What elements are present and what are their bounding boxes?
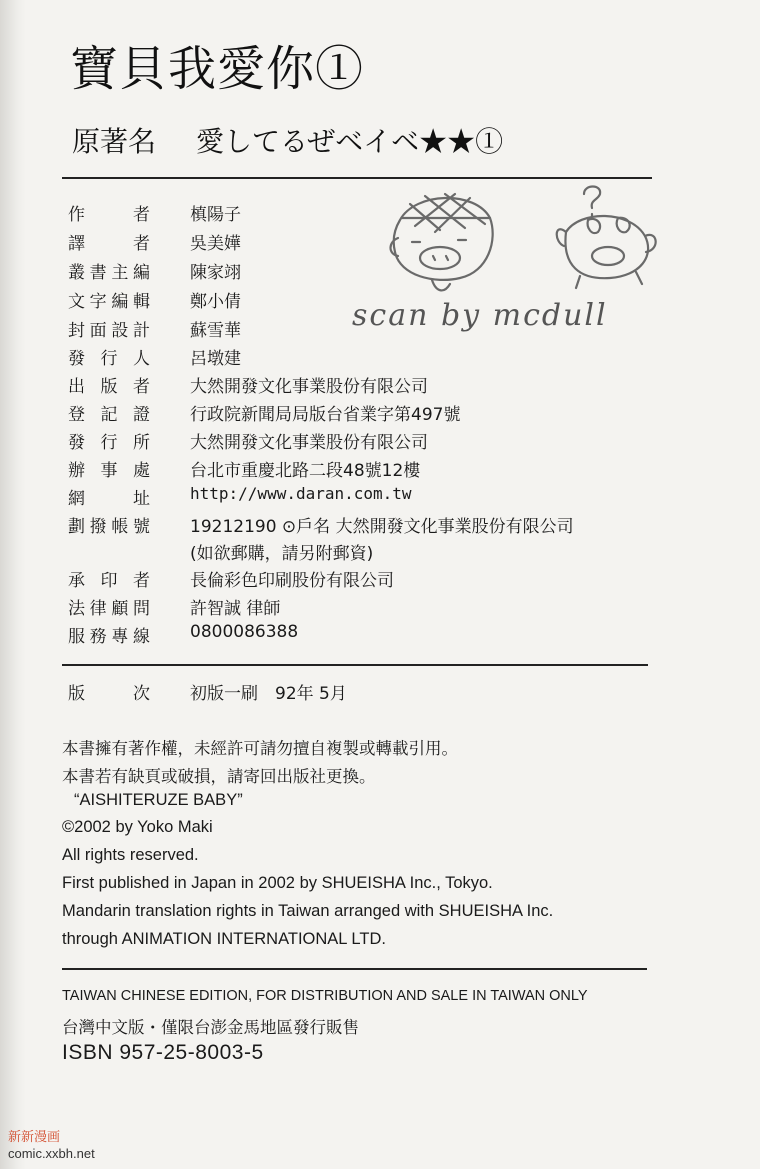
credit-value-legal: 許智誠 律師 xyxy=(190,599,281,619)
credit-label-printer: 承印者 xyxy=(68,571,150,591)
watermark-site-name: 新新漫画 xyxy=(8,1129,61,1144)
credit-value-publisher: 大然開發文化事業股份有限公司 xyxy=(190,377,428,397)
rights-line-agency: through ANIMATION INTERNATIONAL LTD. xyxy=(62,930,386,948)
watermark-site-url: comic.xxbh.net xyxy=(8,1146,95,1161)
left-character-hand xyxy=(432,280,450,290)
rights-line-copyright: ©2002 by Yoko Maki xyxy=(62,818,213,836)
isbn: ISBN 957-25-8003-5 xyxy=(62,1041,264,1064)
credit-value-publisher-person: 呂墩建 xyxy=(190,349,241,369)
credit-label-postal-account: 劃撥帳號 xyxy=(68,517,150,537)
credit-label-registration: 登記證 xyxy=(68,405,150,425)
left-character-nostrils xyxy=(433,256,448,260)
right-character-snout xyxy=(592,247,624,265)
rights-line-copyright-zh: 本書擁有著作權，未經許可請勿擅自複製或轉載引用。 xyxy=(62,739,458,758)
right-character-ears xyxy=(557,229,656,252)
credit-value-registration: 行政院新聞局局版台省業字第497號 xyxy=(190,405,461,425)
credit-label-cover-design: 封面設計 xyxy=(68,321,150,341)
scan-credit-handwriting: scan by mcdull xyxy=(352,298,608,333)
credit-label-distributor: 發行所 xyxy=(68,433,150,453)
left-character-snout xyxy=(420,247,460,269)
watermark xyxy=(8,1128,95,1162)
credit-value-website: http://www.daran.com.tw xyxy=(190,484,412,503)
credit-label-publisher-person: 發行人 xyxy=(68,349,150,369)
rights-line-defect-zh: 本書若有缺頁或破損，請寄回出版社更換。 xyxy=(62,767,376,786)
credit-value-service-line: 0800086388 xyxy=(190,622,299,642)
original-title: 愛してるぜベイベ★★① xyxy=(196,125,504,158)
divider-bottom xyxy=(62,968,647,970)
credit-label-translator: 譯者 xyxy=(68,234,150,254)
page-edge-shadow xyxy=(0,0,26,1169)
credit-label-publisher: 出版者 xyxy=(68,377,150,397)
left-character-eyes xyxy=(412,240,466,242)
credit-value-text-editor: 鄭小倩 xyxy=(190,292,241,312)
credit-label-series-editor: 叢書主編 xyxy=(68,263,150,283)
divider-top xyxy=(62,177,652,179)
edition-label: 版次 xyxy=(68,684,150,704)
rights-line-reserved: All rights reserved. xyxy=(62,846,199,864)
credit-value-series-editor: 陳家翊 xyxy=(190,263,241,283)
credit-value-office: 台北市重慶北路二段48號12樓 xyxy=(190,461,421,481)
rights-line-original-title: “AISHITERUZE BABY” xyxy=(74,791,243,809)
edition-value: 初版一刷 92年 5月 xyxy=(190,684,347,704)
credit-label-service-line: 服務專線 xyxy=(68,627,150,647)
credit-value-printer: 長倫彩色印刷股份有限公司 xyxy=(190,571,394,591)
credit-label-office: 辦事處 xyxy=(68,461,150,481)
rights-line-translation: Mandarin translation rights in Taiwan arranged with SHUEISHA Inc. xyxy=(62,902,554,920)
credit-label-text-editor: 文字編輯 xyxy=(68,292,150,312)
credit-value-author: 槙陽子 xyxy=(190,205,241,225)
left-character-hood xyxy=(402,194,490,232)
credit-value-distributor: 大然開發文化事業股份有限公司 xyxy=(190,433,428,453)
credit-value-cover-design: 蘇雪華 xyxy=(190,321,241,341)
rights-line-first-published: First published in Japan in 2002 by SHUEISHA Inc., Tokyo. xyxy=(62,874,493,892)
credit-label-website: 網址 xyxy=(68,489,150,509)
original-title-label: 原著名 xyxy=(72,125,157,158)
question-mark xyxy=(584,187,600,217)
credit-value-postal-account: 19212190 ⊙戶名 大然開發文化事業股份有限公司 xyxy=(190,517,574,537)
credit-label-legal: 法律顧問 xyxy=(68,599,150,619)
divider-middle xyxy=(62,664,648,666)
credit-label-author: 作者 xyxy=(68,205,150,225)
hand-drawn-characters xyxy=(340,180,720,360)
postal-note: (如欲郵購，請另附郵資) xyxy=(190,544,374,564)
distribution-chinese: 台灣中文版・僅限台澎金馬地區發行販售 xyxy=(62,1018,359,1037)
book-title: 寶貝我愛你① xyxy=(70,41,365,97)
distribution-english: TAIWAN CHINESE EDITION, FOR DISTRIBUTION AND SALE IN TAIWAN ONLY xyxy=(62,988,588,1004)
credit-value-translator: 吳美嬅 xyxy=(190,234,241,254)
